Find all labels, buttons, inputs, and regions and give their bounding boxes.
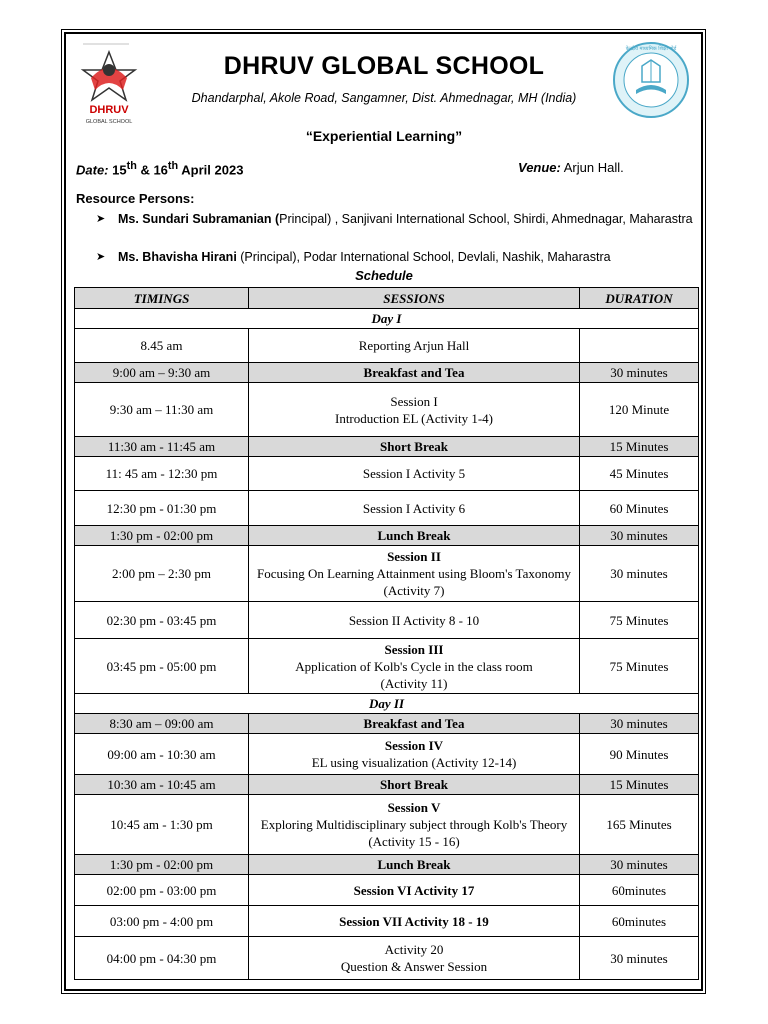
session-line: Introduction EL (Activity 1-4) [334, 410, 493, 426]
duration-cell: 75 Minutes [580, 639, 699, 694]
table-header-row [75, 288, 699, 309]
session-line: (Activity 11) [380, 675, 448, 691]
table-row [75, 363, 699, 383]
session-line: Focusing On Learning Attainment using Bloom's Taxonomy (Activity 7) [257, 566, 571, 598]
duration-cell: 30 minutes [580, 363, 699, 383]
session-cell [249, 775, 580, 795]
session-title: Session V [387, 800, 441, 815]
session-line: EL using visualization (Activity 12-14) [311, 755, 517, 770]
session-line: Session I Activity 5 [362, 466, 466, 481]
col-header-sessions: SESSIONS [249, 288, 580, 309]
duration-cell: 30 minutes [580, 714, 699, 734]
timing-cell: 04:00 pm - 04:30 pm [75, 937, 249, 980]
session-cell [249, 329, 580, 363]
timing-cell: 8.45 am [75, 329, 249, 363]
event-venue [518, 160, 624, 175]
logo-subtext: GLOBAL SCHOOL [85, 119, 133, 125]
table-row [75, 639, 699, 694]
timing-cell: 9:30 am – 11:30 am [75, 383, 249, 437]
table-row [75, 437, 699, 457]
session-cell [249, 875, 580, 906]
duration-cell: 30 minutes [580, 855, 699, 875]
cbse-logo-text: केन्द्रीय माध्यमिक शिक्षा बोर्ड [625, 46, 677, 52]
session-cell [249, 639, 580, 694]
session-cell [249, 363, 580, 383]
resource-person-1 [96, 210, 696, 228]
session-title: Session III [384, 641, 444, 657]
schedule-title: Schedule [355, 268, 413, 283]
session-cell [249, 734, 580, 775]
table-row [75, 906, 699, 937]
duration-cell: 165 Minutes [580, 795, 699, 855]
duration-cell: 30 minutes [580, 526, 699, 546]
timing-cell: 9:00 am – 9:30 am [75, 363, 249, 383]
table-row [75, 526, 699, 546]
arrow-bullet-icon: ➤ [96, 251, 106, 263]
timing-cell: 1:30 pm - 02:00 pm [75, 526, 249, 546]
day-label: Day I [75, 309, 699, 329]
session-title: Lunch Break [377, 528, 451, 543]
logo-text: DHRUV [89, 104, 129, 116]
session-title: Lunch Break [377, 857, 451, 872]
session-title: Breakfast and Tea [363, 716, 465, 731]
table-row [75, 734, 699, 775]
session-cell [249, 714, 580, 734]
duration-cell: 45 Minutes [580, 457, 699, 491]
event-theme: “Experiential Learning” [305, 128, 463, 144]
person-detail: Principal) , Sanjivani International School, Shirdi, Ahmednagar, Maharastra [279, 212, 693, 226]
timing-cell: 8:30 am – 09:00 am [75, 714, 249, 734]
table-row [75, 329, 699, 363]
day-row [75, 694, 699, 714]
timing-cell: 03:45 pm - 05:00 pm [75, 639, 249, 694]
venue-label: Venue: [518, 160, 561, 175]
session-title: Short Break [379, 777, 448, 792]
event-date [76, 160, 243, 177]
session-title: Short Break [379, 439, 448, 454]
session-cell [249, 906, 580, 937]
duration-cell [580, 329, 699, 363]
duration-cell: 120 Minute [580, 383, 699, 437]
session-line: Activity 20 [384, 942, 444, 957]
session-cell [249, 937, 580, 980]
timing-cell: 11: 45 am - 12:30 pm [75, 457, 249, 491]
table-row [75, 457, 699, 491]
table-row [75, 855, 699, 875]
table-row [75, 775, 699, 795]
session-cell [249, 855, 580, 875]
date-sup1: th [126, 160, 137, 172]
day-label: Day II [75, 694, 699, 714]
session-line: Session I Activity 6 [362, 500, 466, 516]
duration-cell: 15 Minutes [580, 775, 699, 795]
date-sup2: th [167, 160, 179, 172]
person-name: Ms. Bhavisha Hirani [118, 250, 237, 264]
timing-cell: 03:00 pm - 4:00 pm [75, 906, 249, 937]
timing-cell: 10:30 am - 10:45 am [75, 775, 249, 795]
session-title: Session VI Activity 17 [353, 882, 475, 898]
school-name: DHRUV GLOBAL SCHOOL [223, 52, 545, 80]
timing-cell: 02:30 pm - 03:45 pm [75, 602, 249, 639]
session-cell [249, 546, 580, 602]
duration-cell: 75 Minutes [580, 602, 699, 639]
session-cell [249, 457, 580, 491]
session-line: Exploring Multidisciplinary subject through Kolb's Theory (Activity 15 - 16) [260, 817, 568, 849]
resource-persons-heading: Resource Persons: [76, 191, 195, 206]
col-header-timings: TIMINGS [75, 288, 249, 309]
table-row [75, 795, 699, 855]
person-detail: (Principal), Podar International School, Devlali, Nashik, Maharastra [236, 250, 611, 264]
session-line: Session II Activity 8 - 10 [348, 612, 480, 628]
session-line: Question & Answer Session [340, 959, 488, 974]
duration-cell: 60 Minutes [580, 491, 699, 526]
timing-cell: 11:30 am - 11:45 am [75, 437, 249, 457]
session-title: Breakfast and Tea [363, 365, 465, 380]
duration-cell: 60minutes [580, 906, 699, 937]
table-row [75, 383, 699, 437]
duration-cell: 90 Minutes [580, 734, 699, 775]
date-rest: April 2023 [178, 162, 244, 178]
table-row [75, 546, 699, 602]
table-row [75, 491, 699, 526]
duration-cell: 60minutes [580, 875, 699, 906]
schedule-table [74, 287, 699, 980]
timing-cell: 09:00 am - 10:30 am [75, 734, 249, 775]
school-address: Dhandarphal, Akole Road, Sangamner, Dist. Ahmednagar, MH (India) [191, 91, 577, 105]
date-day1: 15 [112, 162, 127, 178]
table-row [75, 602, 699, 639]
table-row [75, 937, 699, 980]
session-line: Reporting Arjun Hall [358, 338, 470, 353]
timing-cell: 2:00 pm – 2:30 pm [75, 546, 249, 602]
session-cell [249, 383, 580, 437]
session-title: Session IV [384, 738, 444, 753]
timing-cell: 1:30 pm - 02:00 pm [75, 855, 249, 875]
table-row [75, 875, 699, 906]
duration-cell: 15 Minutes [580, 437, 699, 457]
session-cell [249, 437, 580, 457]
session-title: Session II [387, 549, 441, 564]
timing-cell: 02:00 pm - 03:00 pm [75, 875, 249, 906]
session-cell [249, 602, 580, 639]
arrow-bullet-icon: ➤ [96, 213, 106, 225]
session-cell [249, 491, 580, 526]
timing-cell: 12:30 pm - 01:30 pm [75, 491, 249, 526]
venue-value: Arjun Hall. [560, 160, 624, 175]
table-row [75, 714, 699, 734]
session-line: Session I [390, 393, 438, 409]
col-header-duration: DURATION [580, 288, 699, 309]
session-line: Application of Kolb's Cycle in the class room [295, 658, 533, 674]
date-mid: & 16 [136, 162, 168, 178]
session-cell [249, 795, 580, 855]
day-row [75, 309, 699, 329]
duration-cell: 30 minutes [580, 937, 699, 980]
timing-cell: 10:45 am - 1:30 pm [75, 795, 249, 855]
resource-person-2 [96, 248, 696, 266]
session-cell [249, 526, 580, 546]
person-name: Ms. Sundari Subramanian ( [118, 212, 280, 226]
date-label: Date: [76, 162, 109, 178]
duration-cell: 30 minutes [580, 546, 699, 602]
session-title: Session VII Activity 18 - 19 [339, 913, 489, 929]
